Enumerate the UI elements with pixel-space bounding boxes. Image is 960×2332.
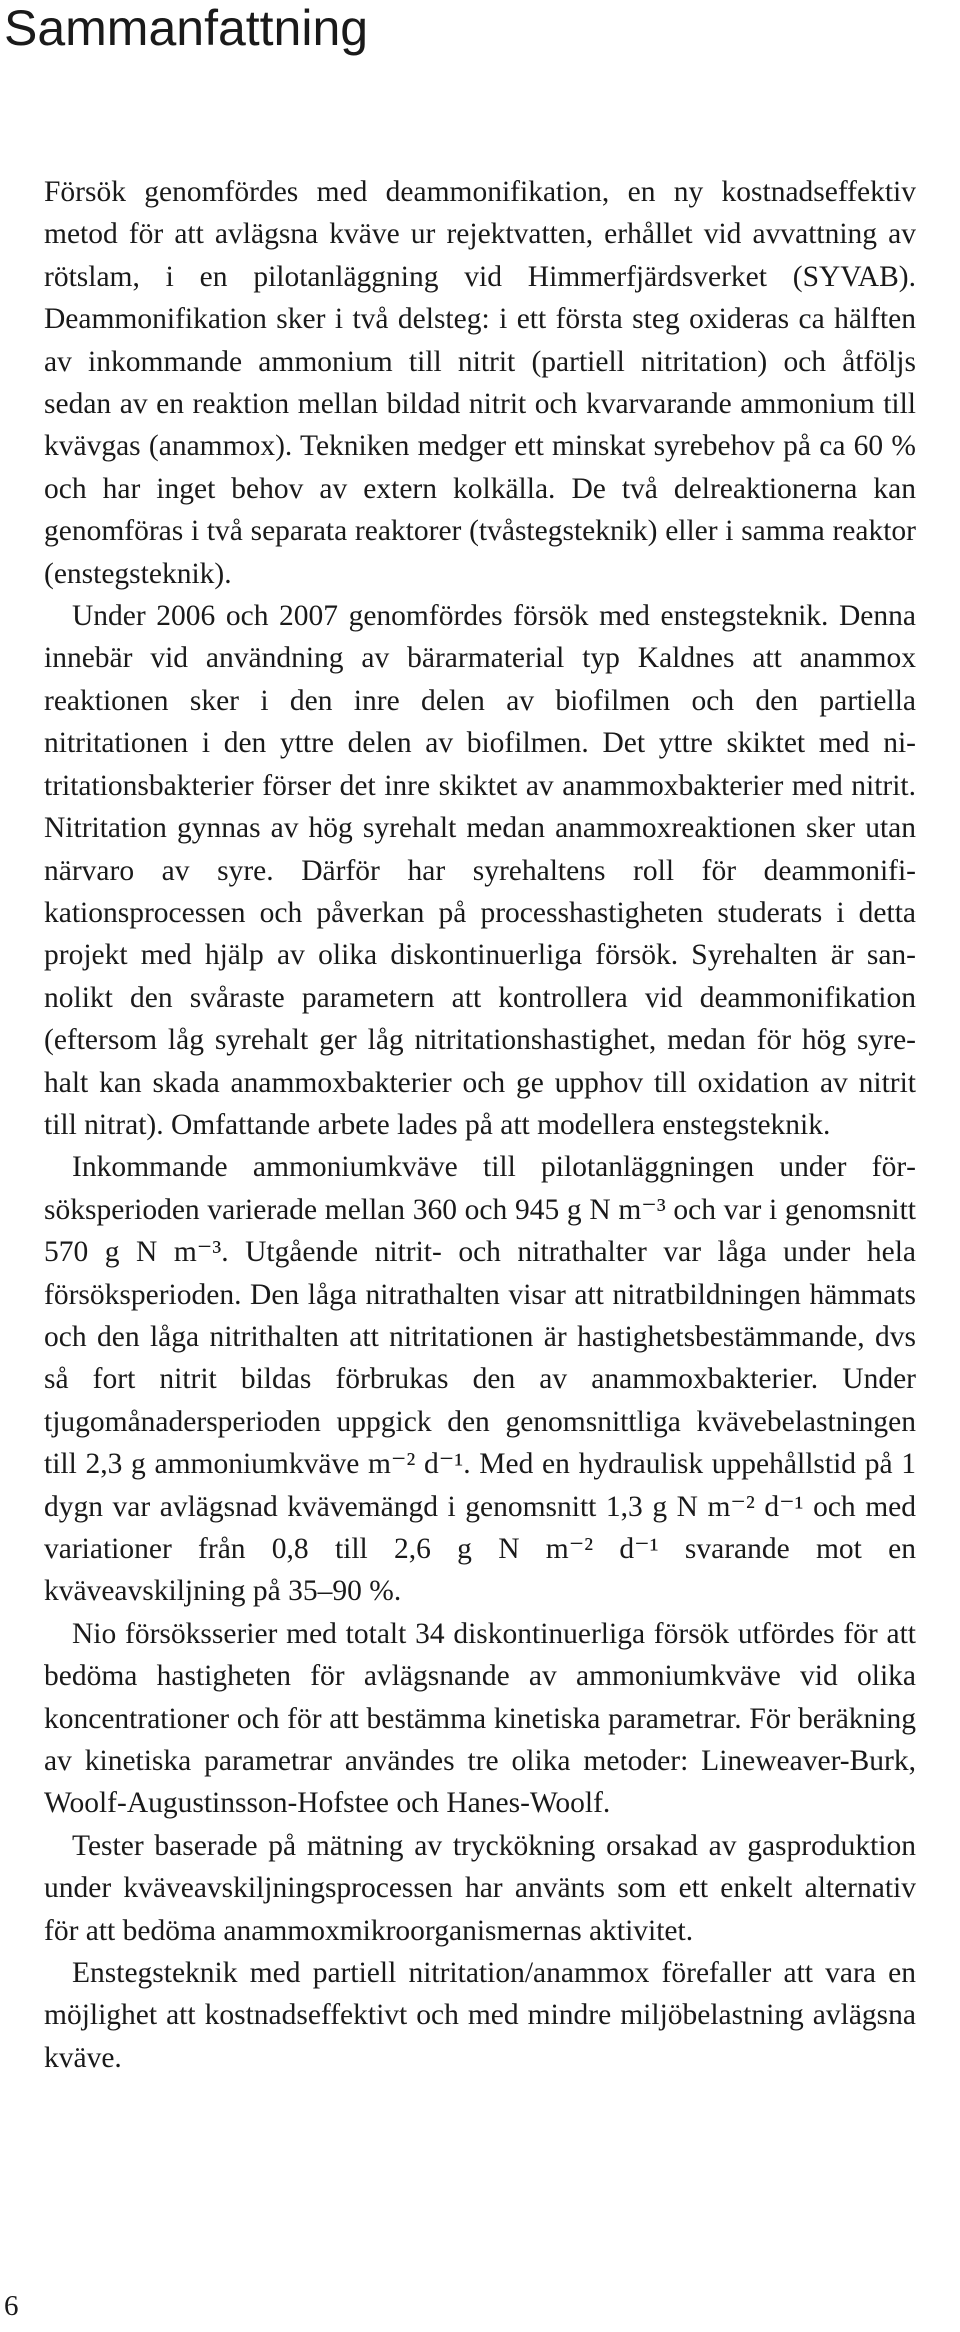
paragraph: Tester baserade på mätning av tryckökning orsakad av gasproduktion under kväveavskiljningsprocessen har använts som ett enkelt alternativ för att bedöma anammoxmikroorganismernas aktivitet. — [44, 1829, 916, 1947]
paragraph: Inkommande ammoniumkväve till pilotanläggningen under försöksperioden varierade mellan 360 och 945 g N m⁻³ och var i genomsnitt 570 g N m⁻³. Utgående nitrit- och nitrathalter var låga under hela försöksperioden. Den låga nitrathalten visar att nitratbildningen hämmats och den låga nitrithalten att nitritationen är hastighetsbestämmande, dvs så fort nitrit bildas förbrukas den av anammoxbakterier. Under tjugomånadersperioden uppgick den genomsnittliga kvävebelastningen till 2,3 g ammoniumkväve m⁻² d⁻¹. Med en hydraulisk uppehållstid på 1 dygn var avlägsnad kvävemängd i genomsnitt 1,3 g N m⁻² d⁻¹ och med variationer från 0,8 till 2,6 g N m⁻² d⁻¹ svarande mot en kväveavskiljning på 35–90 %. — [44, 1151, 916, 1608]
paragraph: Nio försöksserier med totalt 34 diskontinuerliga försök utfördes för att bedöma hastigheten för avlägsnande av ammoniumkväve vid olika koncentrationer och för att bestämma kinetiska parametrar. För beräkning av kinetiska parametrar användes tre olika metoder: Lineweaver-Burk, Woolf-Augustinsson-Hofstee och Hanes-Woolf. — [44, 1617, 916, 1820]
paragraph: Under 2006 och 2007 genomfördes försök med enstegsteknik. Denna innebär vid användning av bärarmaterial typ Kaldnes att anammox reaktionen sker i den inre delen av biofilmen och den partiella nitritationen i den yttre delen av biofilmen. Det yttre skiktet med nitritationsbakterier förser det inre skiktet av anammoxbakterier med nitrit. Nitritation gynnas av hög syrehalt medan anammoxreaktionen sker utan närvaro av syre. Därför har syrehaltens roll för deammonifikationsprocessen och påverkan på processhastigheten studerats i detta projekt med hjälp av olika diskontinuerliga försök. Syrehalten är sannolikt den svåraste parametern att kontrollera vid deammonifikation (eftersom låg syrehalt ger låg nitritationshastighet, medan för hög syrehalt kan skada anammoxbakterier och ge upphov till oxidation av nitrit till nitrat). Omfattande arbete lades på att modellera enstegsteknik. — [44, 600, 916, 1141]
paragraph: Försök genomfördes med deammonifikation, en ny kostnadseffektiv metod för att avlägsna kväve ur rejektvatten, erhållet vid avvattning av rötslam, i en pilotanläggning vid Himmerfjärdsverket (SYVAB). Deammonifikation sker i två delsteg: i ett första steg oxideras ca hälften av inkommande ammonium till nitrit (partiell nitritation) och åtföljs sedan av en reaktion mellan bildad nitrit och kvarvarande ammonium till kvävgas (anammox). Tekniken medger ett minskat syrebehov på ca 60 % och har inget behov av extern kolkälla. De två delreaktionerna kan genomföras i två separata reaktorer (tvåstegsteknik) eller i samma reaktor (enstegsteknik). — [44, 176, 916, 590]
summary-body — [44, 171, 916, 2079]
page-title: Sammanfattning — [4, 0, 369, 56]
paragraph: Enstegsteknik med partiell nitritation/anammox förefaller att vara en möjlighet att kostnadseffektivt och med mindre miljöbelastning avlägsna kväve. — [44, 1957, 916, 2074]
page-number: 6 — [4, 2290, 19, 2322]
